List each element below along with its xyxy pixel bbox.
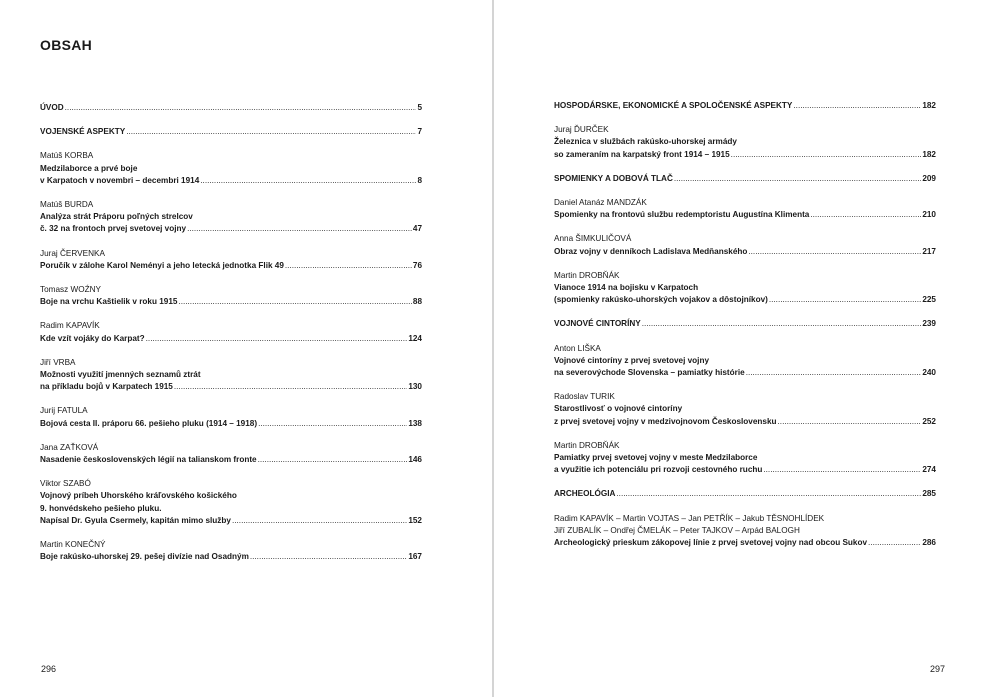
toc-entry-row[interactable] [40,296,422,308]
leader-dots [674,173,921,185]
right-page [494,0,984,697]
page-ref: 124 [408,333,422,343]
leader-dots [250,551,407,563]
entry-title: Boje na vrchu Kaštielik v roku 1915 [40,297,178,307]
entry-title: Bojová cesta II. práporu 66. pešieho pluku (1914 – 1918) [40,418,258,428]
leader-dots [178,296,411,308]
toc-entry [554,233,936,257]
entry-title-line: Vojnové cintoríny z prvej svetovej vojny [554,355,710,365]
page-ref: 182 [922,101,936,110]
toc-section [554,318,936,330]
entry-title: Obraz vojny v denníkoch Ladislava Medňanského [554,246,748,256]
entry-title: Kde vzít vojáky do Karpat? [40,333,145,343]
toc-entry-row[interactable] [554,209,936,221]
leader-dots [778,416,922,428]
leader-dots [868,537,921,549]
toc-entry [40,357,422,394]
toc-section [40,126,422,138]
entry-title: Archeologický prieskum zákopovej línie z prvej svetovej vojny nad obcou Sukov [554,538,868,548]
page-ref: 47 [412,224,422,234]
toc-entry [40,199,422,236]
page-ref: 88 [412,297,422,307]
entry-author: Martin DROBŇÁK [554,440,620,450]
section-title: ÚVOD [40,103,64,112]
leader-dots [763,464,921,476]
toc-entry-row[interactable] [554,464,936,476]
leader-dots [187,223,412,235]
entry-author: Martin DROBŇÁK [554,270,620,280]
entry-title-line: Pamiatky prvej svetovej vojny v meste Medzilaborce [554,453,758,463]
leader-dots [65,102,417,114]
page-ref: 225 [922,295,936,305]
entry-author: Jana ZAŤKOVÁ [40,442,99,452]
toc-list-right [554,100,936,561]
entry-author: Anna ŠIMKULIČOVÁ [554,234,632,244]
section-title: VOJENSKÉ ASPEKTY [40,127,126,137]
entry-title-line: Medzilaborce a prvé boje [40,163,138,173]
toc-entry [554,391,936,428]
section-title: HOSPODÁRSKE, EKONOMICKÉ A SPOLOČENSKÉ ASPEKTY [554,101,793,110]
entry-title-line: Možnosti využití jmenných seznamů ztrát [40,370,201,380]
entry-author: Jurij FATULA [40,406,88,416]
entry-title: a využitie ich potenciálu pri rozvoji cestovného ruchu [554,465,763,475]
entry-author: Juraj ĎURČEK [554,125,609,135]
toc-entry [554,440,936,477]
toc-entry [40,405,422,429]
toc-entry [40,320,422,344]
toc-entry [554,343,936,380]
toc-entry-row[interactable] [40,515,422,527]
toc-section [554,100,936,112]
toc-entry [40,539,422,563]
page-ref: 252 [922,416,936,426]
page-number-left: 296 [41,664,57,674]
entry-title-line: Starostlivosť o vojnové cintoríny [554,404,683,414]
entry-author: Viktor SZABÓ [40,479,91,489]
entry-title: Spomienky na frontovú službu redemptoristu Augustína Klimenta [554,210,810,220]
entry-author: Juraj ČERVENKA [40,248,105,258]
toc-section-row[interactable] [554,100,936,112]
entry-author: Radoslav TURIK [554,392,615,402]
toc-entry-row[interactable] [554,246,936,258]
toc-entry-row[interactable] [40,223,422,235]
section-title: ARCHEOLÓGIA [554,489,616,499]
toc-entry [554,270,936,307]
toc-section-row[interactable] [554,318,936,330]
toc-entry-row[interactable] [554,537,936,549]
page-ref: 152 [408,515,422,525]
leader-dots [810,209,921,221]
section-title: VOJNOVÉ CINTORÍNY [554,319,641,329]
toc-entry-row[interactable] [40,551,422,563]
entry-title: Napísal Dr. Gyula Csermely, kapitán mimo služby [40,515,231,525]
toc-entry [40,442,422,466]
toc-entry-row[interactable] [40,260,422,272]
entry-title: na severovýchode Slovenska – pamiatky histórie [554,368,745,378]
page-ref: 146 [408,455,422,465]
toc-section [40,102,422,114]
entry-author: Tomasz WOŹNY [40,285,101,295]
entry-title: v Karpatoch v novembri – decembri 1914 [40,175,200,185]
toc-entry-row[interactable] [554,149,936,161]
leader-dots [748,246,921,258]
page-ref: 167 [408,552,422,562]
entry-title: č. 32 na frontoch prvej svetovej vojny [40,224,187,234]
leader-dots [616,488,921,500]
toc-entry-row[interactable] [40,381,422,393]
leader-dots [746,367,922,379]
page-ref: 138 [408,418,422,428]
entry-title: Boje rakúsko-uhorskej 29. pešej divízie nad Osadným [40,552,249,562]
page-ref: 217 [922,246,936,256]
leader-dots [793,100,921,112]
toc-entry [40,284,422,308]
toc-entry [554,513,936,550]
toc-section [554,488,936,500]
page-ref: 76 [412,260,422,270]
toc-section-row[interactable] [554,488,936,500]
page-ref: 5 [417,103,422,112]
toc-entry-row[interactable] [554,416,936,428]
entry-title-line: Vojnový príbeh Uhorského kráľovského košického [40,491,237,501]
page-ref: 210 [922,210,936,220]
entry-author: Anton LIŠKA [554,343,601,353]
page-ref: 285 [922,489,936,499]
entry-author: Radim KAPAVÍK [40,321,100,331]
entry-title: z prvej svetovej vojny v medzivojnovom Československu [554,416,777,426]
page-ref: 239 [922,319,936,329]
toc-list-left [40,102,422,575]
entry-title-line: Analýza strát Práporu poľných strelcov [40,212,193,222]
toc-section-row[interactable] [40,126,422,138]
page-number-right: 297 [930,664,946,674]
leader-dots [232,515,407,527]
leader-dots [126,126,416,138]
toc-entry [40,248,422,272]
entry-title: so zameraním na karpatský front 1914 – 1915 [554,149,730,159]
page-ref: 7 [417,127,422,137]
page-ref: 274 [922,465,936,475]
entry-author: Matúš BURDA [40,200,94,210]
entry-title-line: Železnica v službách rakúsko-uhorskej armády [554,137,737,147]
entry-title-line: 9. honvédskeho pešieho pluku. [40,503,162,513]
toc-entry [554,197,936,221]
toc-entry [40,150,422,187]
toc-entry-row[interactable] [40,454,422,466]
entry-author: Jiří ZUBALÍK – Ondřej ČMELÁK – Peter TAJKOV – Arpád BALOGH [554,525,800,535]
section-title: SPOMIENKY A DOBOVÁ TLAČ [554,173,673,183]
leader-dots [769,294,921,306]
leader-dots [258,454,408,466]
leader-dots [642,318,922,330]
toc-entry-row[interactable] [554,294,936,306]
page-ref: 182 [922,149,936,159]
toc-section [554,173,936,185]
leader-dots [285,260,412,272]
toc-entry-row[interactable] [40,418,422,430]
toc-entry [554,124,936,161]
entry-title-line: Vianoce 1914 na bojisku v Karpatoch [554,283,699,293]
entry-author: Daniel Atanáz MANDZÁK [554,198,647,208]
page-ref: 8 [417,175,422,185]
toc-entry-row[interactable] [40,333,422,345]
toc-entry-row[interactable] [40,175,422,187]
entry-author: Jiří VRBA [40,357,76,367]
toc-entry-row[interactable] [554,367,936,379]
leader-dots [731,149,922,161]
entry-title: (spomienky rakúsko-uhorských vojakov a dôstojníkov) [554,295,768,305]
leader-dots [174,381,407,393]
toc-section-row[interactable] [554,173,936,185]
page-ref: 286 [922,538,936,548]
entry-author: Martin KONEČNÝ [40,540,106,550]
entry-title: Nasadenie československých légií na talianskom fronte [40,455,257,465]
toc-entry [40,478,422,527]
leader-dots [258,418,407,430]
entry-author: Matúš KORBA [40,151,94,161]
toc-section-row[interactable] [40,102,422,114]
leader-dots [146,333,408,345]
page-ref: 240 [922,368,936,378]
entry-title: Poručík v zálohe Karol Neményi a jeho letecká jednotka Flik 49 [40,260,284,270]
entry-author: Radim KAPAVÍK – Martin VOJTAS – Jan PETŘÍK – Jakub TĚSNOHLÍDEK [554,513,825,523]
entry-title: na příkladu bojů v Karpatech 1915 [40,382,173,392]
page-ref: 209 [922,173,936,183]
leader-dots [200,175,416,187]
toc-title: OBSAH [40,37,93,53]
page-ref: 130 [408,382,422,392]
